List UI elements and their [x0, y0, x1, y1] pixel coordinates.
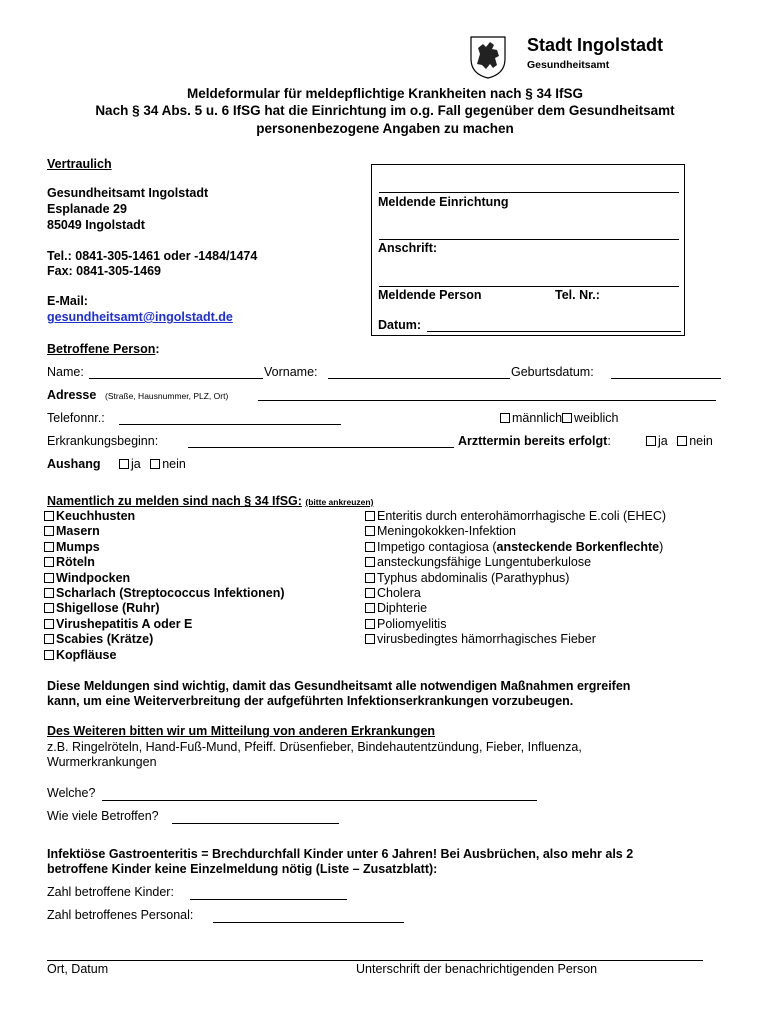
staff-label: Zahl betroffenes Personal:	[47, 908, 194, 922]
gastro-line2: betroffene Kinder keine Einzelmeldung nötig (Liste – Zusatzblatt):	[47, 862, 438, 876]
notice-label: Aushang	[47, 457, 101, 471]
address-field[interactable]	[258, 400, 716, 401]
disease-item[interactable]: Cholera	[365, 586, 666, 601]
female-label: weiblich	[574, 411, 619, 425]
office-fax: Fax: 0841-305-1469	[47, 264, 161, 278]
disease-item[interactable]: Keuchhusten	[44, 509, 285, 524]
disease-right-list	[365, 509, 666, 648]
address-line[interactable]	[379, 239, 679, 240]
other-examples-line1: z.B. Ringelröteln, Hand-Fuß-Mund, Pfeiff. Drüsenfieber, Bindehautentzündung, Fieber, Influenza,	[47, 740, 582, 754]
gastro-line1: Infektiöse Gastroenteritis = Brechdurchfall Kinder unter 6 Jahren! Bei Ausbrüchen, also mehr als 2	[47, 847, 634, 861]
disease-item[interactable]: virusbedingtes hämorrhagisches Fieber	[365, 632, 666, 647]
signature-line[interactable]	[47, 960, 703, 961]
disease-item[interactable]: Diphterie	[365, 601, 666, 616]
reporter-person-label: Meldende Person	[378, 288, 482, 302]
onset-label: Erkrankungsbeginn:	[47, 434, 159, 448]
office-phone: Tel.: 0841-305-1461 oder -1484/1474	[47, 249, 258, 263]
date-line[interactable]	[427, 331, 681, 332]
children-field[interactable]	[190, 899, 347, 900]
birthdate-field[interactable]	[611, 378, 721, 379]
disease-left-list	[44, 509, 285, 663]
importance-line1: Diese Meldungen sind wichtig, damit das Gesundheitsamt alle notwendigen Maßnahmen ergreifen	[47, 679, 631, 693]
notice-yes-label: ja	[131, 457, 141, 471]
form-title-line2: Nach § 34 Abs. 5 u. 6 IfSG hat die Einrichtung im o.g. Fall gegenüber dem Gesundheitsamt	[95, 103, 675, 118]
address-label: Adresse	[47, 388, 97, 402]
birthdate-label: Geburtsdatum:	[511, 365, 594, 379]
doctor-no-checkbox[interactable]	[677, 436, 687, 446]
signature-label: Unterschrift der benachrichtigenden Person	[356, 962, 598, 976]
reporter-date-label: Datum:	[378, 318, 422, 332]
which-field[interactable]	[102, 800, 537, 801]
notice-no-checkbox[interactable]	[150, 459, 160, 469]
email-link[interactable]: gesundheitsamt@ingolstadt.de	[47, 310, 233, 324]
form-title-line3: personenbezogene Angaben zu machen	[256, 121, 514, 136]
which-label: Welche?	[47, 786, 96, 800]
male-label: männlich	[512, 411, 563, 425]
female-checkbox[interactable]	[562, 413, 572, 423]
disease-item[interactable]: Poliomyelitis	[365, 617, 666, 632]
notice-options	[119, 457, 186, 471]
staff-field[interactable]	[213, 922, 404, 923]
place-date-label: Ort, Datum	[47, 962, 109, 976]
disease-item[interactable]: Typhus abdominalis (Parathyphus)	[365, 571, 666, 586]
office-street: Esplanade 29	[47, 202, 127, 216]
male-checkbox[interactable]	[500, 413, 510, 423]
city-name: Stadt Ingolstadt	[527, 35, 663, 55]
disease-item[interactable]: Scharlach (Streptococcus Infektionen)	[44, 586, 285, 601]
confidential-label: Vertraulich	[47, 157, 112, 171]
doctor-options	[646, 434, 713, 448]
notice-no-label: nein	[162, 457, 186, 471]
name-label: Name:	[47, 365, 84, 379]
gender-options	[500, 411, 619, 425]
disease-item[interactable]: Enteritis durch enterohämorrhagische E.coli (EHEC)	[365, 509, 666, 524]
first-name-label: Vorname:	[264, 365, 318, 379]
institution-line[interactable]	[379, 192, 679, 193]
coat-of-arms-logo	[468, 34, 508, 80]
other-heading: Des Weiteren bitten wir um Mitteilung von anderen Erkrankungen	[47, 724, 436, 738]
diseases-heading: Namentlich zu melden sind nach § 34 IfSG: (bitte ankreuzen)	[47, 494, 374, 508]
disease-item[interactable]: Shigellose (Ruhr)	[44, 601, 285, 616]
disease-item[interactable]: Meningokokken-Infektion	[365, 524, 666, 539]
disease-item[interactable]: Masern	[44, 524, 285, 539]
how-many-label: Wie viele Betroffen?	[47, 809, 159, 823]
other-examples-line2: Wurmerkrankungen	[47, 755, 157, 769]
disease-item[interactable]: Kopfläuse	[44, 648, 285, 663]
disease-item[interactable]: Windpocken	[44, 571, 285, 586]
form-title-line1: Meldeformular für meldepflichtige Krankheiten nach § 34 IfSG	[186, 86, 584, 101]
person-line[interactable]	[379, 286, 679, 287]
department-name: Gesundheitsamt	[527, 59, 610, 71]
phone-field[interactable]	[119, 424, 341, 425]
reporter-address-label: Anschrift:	[378, 241, 438, 255]
disease-item[interactable]: Röteln	[44, 555, 285, 570]
doctor-no-label: nein	[689, 434, 713, 448]
first-name-field[interactable]	[328, 378, 510, 379]
notice-yes-checkbox[interactable]	[119, 459, 129, 469]
office-city: 85049 Ingolstadt	[47, 218, 145, 232]
name-field[interactable]	[89, 378, 263, 379]
phone-label: Telefonnr.:	[47, 411, 105, 425]
doctor-yes-checkbox[interactable]	[646, 436, 656, 446]
importance-line2: kann, um eine Weiterverbreitung der aufgeführten Infektionserkrankungen vorzubeugen.	[47, 694, 574, 708]
disease-item[interactable]: Scabies (Krätze)	[44, 632, 285, 647]
children-label: Zahl betroffene Kinder:	[47, 885, 174, 899]
email-label: E-Mail:	[47, 294, 88, 308]
disease-item[interactable]: ansteckungsfähige Lungentuberkulose	[365, 555, 666, 570]
how-many-field[interactable]	[172, 823, 339, 824]
disease-item[interactable]: Virushepatitis A oder E	[44, 617, 285, 632]
onset-field[interactable]	[188, 447, 454, 448]
address-hint: (Straße, Hausnummer, PLZ, Ort)	[105, 391, 229, 401]
reporter-phone-label: Tel. Nr.:	[555, 288, 600, 302]
disease-item[interactable]: Mumps	[44, 540, 285, 555]
disease-item[interactable]: Impetigo contagiosa (ansteckende Borkenflechte)	[365, 540, 666, 555]
affected-heading: Betroffene Person:	[47, 342, 160, 356]
doctor-yes-label: ja	[658, 434, 668, 448]
office-name: Gesundheitsamt Ingolstadt	[47, 186, 209, 200]
doctor-question: Arzttermin bereits erfolgt:	[458, 434, 611, 448]
institution-label: Meldende Einrichtung	[378, 195, 509, 209]
